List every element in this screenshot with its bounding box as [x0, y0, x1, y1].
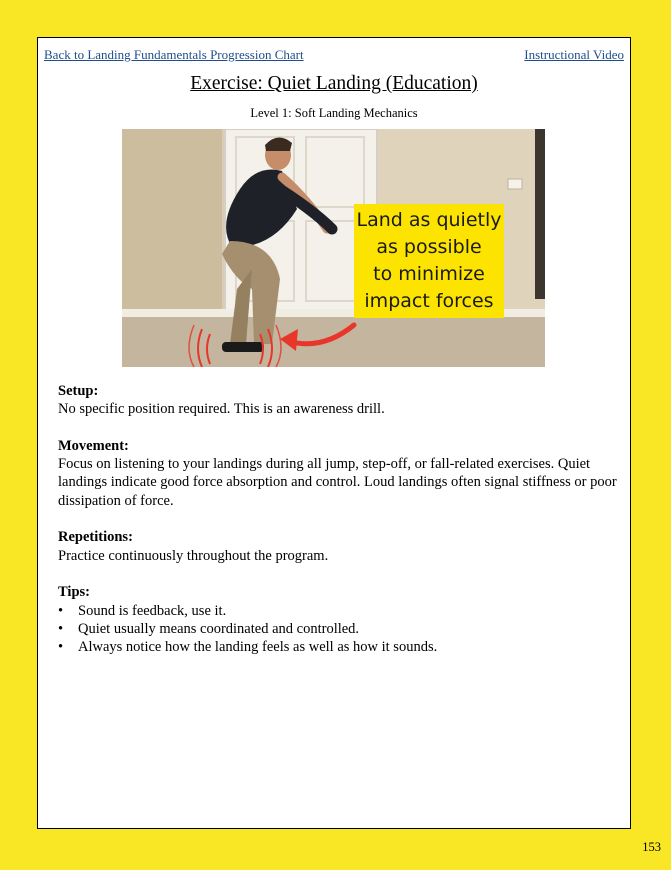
movement-heading: Movement: — [58, 437, 129, 454]
tips-section — [58, 583, 618, 656]
page-number: 153 — [642, 840, 661, 854]
movement-section — [58, 437, 618, 510]
callout-line: as possible — [376, 236, 482, 258]
exercise-illustration — [122, 129, 545, 367]
callout-line: impact forces — [364, 290, 494, 312]
tip-item: • Sound is feedback, use it. — [58, 602, 618, 620]
page-subtitle: Level 1: Soft Landing Mechanics — [250, 106, 418, 120]
wall-shadow-left — [122, 129, 222, 319]
instructional-video-link[interactable]: Instructional Video — [524, 47, 624, 62]
callout-line: Land as quietly — [356, 209, 502, 231]
door-frame-dark — [535, 129, 545, 299]
exercise-photo — [122, 129, 545, 367]
callout-box — [354, 204, 504, 318]
carpet-floor — [122, 317, 545, 367]
setup-section — [58, 382, 618, 419]
tip-item: • Always notice how the landing feels as well as how it sounds. — [58, 638, 618, 656]
tips-heading: Tips: — [58, 584, 90, 601]
document-page — [37, 37, 631, 829]
setup-body: No specific position required. This is an awareness drill. — [58, 401, 385, 418]
repetitions-section — [58, 528, 618, 565]
callout-line: to minimize — [373, 263, 485, 285]
repetitions-heading: Repetitions: — [58, 529, 133, 546]
exercise-content — [58, 382, 618, 675]
tip-item: • Quiet usually means coordinated and controlled. — [58, 620, 618, 638]
back-to-chart-link[interactable]: Back to Landing Fundamentals Progression Chart — [44, 47, 304, 62]
setup-heading: Setup: — [58, 383, 99, 399]
page-title: Exercise: Quiet Landing (Education) — [190, 73, 478, 94]
repetitions-body: Practice continuously throughout the program. — [58, 547, 329, 564]
movement-body: Focus on listening to your landings during all jump, step-off, or fall-related exercises. Quiet landings indicate good force absorption and control. Loud landings often signal stiffness or poor dissipation of force. — [58, 456, 617, 509]
light-switch — [508, 179, 522, 189]
tips-list — [58, 602, 618, 657]
